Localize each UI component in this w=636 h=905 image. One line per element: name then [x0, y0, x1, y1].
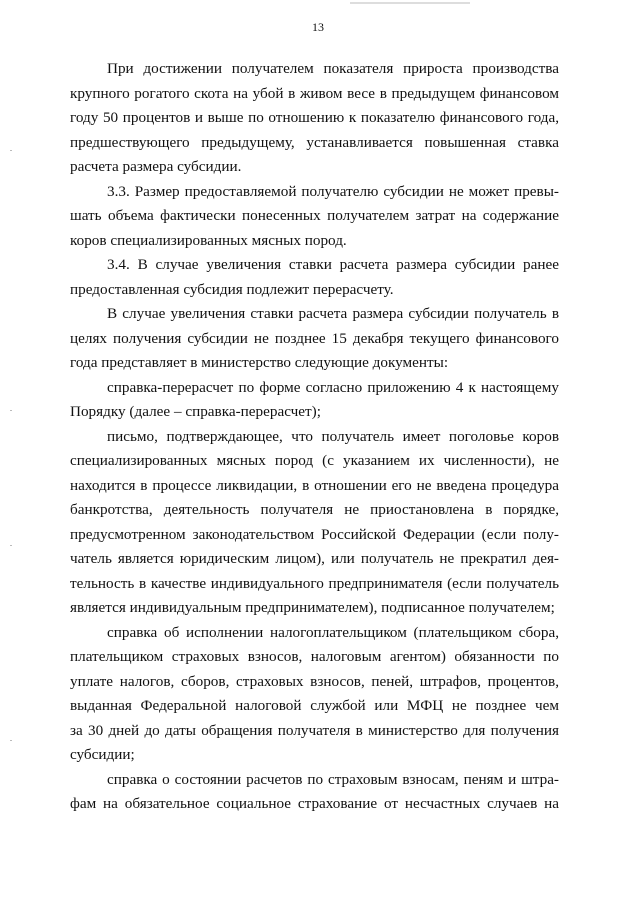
- text-line: справка-перерасчет по форме согласно приложению 4 к настоящему: [107, 379, 559, 396]
- text-line: расчета размера субсидии.: [70, 158, 242, 175]
- text-line: предусмотренном законодательством Российской Федерации (если полу-: [70, 526, 559, 543]
- scan-artifact: [10, 410, 12, 411]
- text-line: находится в процессе ликвидации, в отношении его не введена процедура: [70, 477, 559, 494]
- text-line: субсидии;: [70, 746, 135, 763]
- text-line: плательщиком страховых взносов, налоговым агентом) обязанности по: [70, 648, 559, 665]
- text-line: предоставленная субсидия подлежит перерасчету.: [70, 281, 394, 298]
- text-line: При достижении получателем показателя прироста производства: [107, 60, 559, 77]
- text-line: В случае увеличения ставки расчета размера субсидии получатель в: [107, 305, 559, 322]
- text-line: 3.3. Размер предоставляемой получателю субсидии не может превы-: [107, 183, 559, 200]
- text-line: года представляет в министерство следующие документы:: [70, 354, 449, 371]
- text-line: шать объема фактически понесенных получателем затрат на содержание: [70, 207, 559, 224]
- text-line: целях получения субсидии не позднее 15 декабря текущего финансового: [70, 330, 559, 347]
- text-line: за 30 дней до даты обращения получателя в министерство для получения: [70, 722, 559, 739]
- text-line: 3.4. В случае увеличения ставки расчета размера субсидии ранее: [107, 256, 559, 273]
- text-line: крупного рогатого скота на убой в живом весе в предыдущем финансовом: [70, 85, 559, 102]
- text-line: письмо, подтверждающее, что получатель имеет поголовье коров: [107, 428, 559, 445]
- scan-artifact: [10, 150, 12, 151]
- text-line: тельность в качестве индивидуального предпринимателя (если получатель: [70, 575, 559, 592]
- text-line: справка об исполнении налогоплательщиком (плательщиком сбора,: [107, 624, 559, 641]
- text-line: уплате налогов, сборов, страховых взносов, пеней, штрафов, процентов,: [70, 673, 559, 690]
- scan-artifact: [10, 545, 12, 546]
- text-line: году 50 процентов и выше по отношению к показателю финансового года,: [70, 109, 559, 126]
- text-line: банкротства, деятельность получателя не приостановлена в порядке,: [70, 501, 559, 518]
- scan-artifact: [350, 2, 470, 4]
- text-line: выданная Федеральной налоговой службой или МФЦ не позднее чем: [70, 697, 559, 714]
- text-line: фам на обязательное социальное страхование от несчастных случаев на: [70, 795, 559, 812]
- text-line: коров специализированных мясных пород.: [70, 232, 347, 249]
- text-line: справка о состоянии расчетов по страховым взносам, пеням и штра-: [107, 771, 559, 788]
- scan-artifact: [10, 740, 12, 741]
- text-line: Порядку (далее – справка-перерасчет);: [70, 403, 321, 420]
- text-line: является индивидуальным предпринимателем), подписанное получателем;: [70, 599, 555, 616]
- text-line: предшествующего предыдущему, устанавливается повышенная ставка: [70, 134, 559, 151]
- page-number: 13: [312, 20, 324, 34]
- text-line: чатель является юридическим лицом), или получатель не прекратил дея-: [70, 550, 559, 567]
- text-line: специализированных мясных пород (с указанием их численности), не: [70, 452, 559, 469]
